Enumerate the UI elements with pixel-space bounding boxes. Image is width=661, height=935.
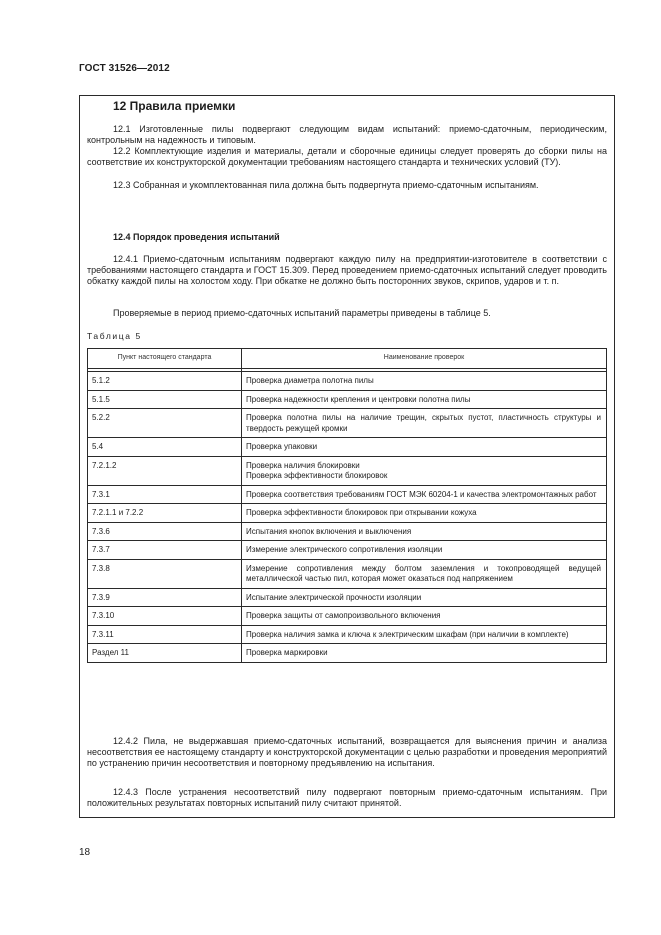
table-row <box>88 522 607 541</box>
clause-cell: 7.3.6 <box>88 522 242 541</box>
check-name-cell: Проверка наличия замка и ключа к электрическим шкафам (при наличии в комплекте) <box>242 625 607 644</box>
table-body <box>88 369 607 663</box>
table-header-row <box>88 349 607 369</box>
check-name-cell: Проверка наличия блокировки Проверка эффективности блокировок <box>242 456 607 485</box>
paragraph-12-1: 12.1 Изготовленные пилы подвергают следующим видам испытаний: приемо-сдаточным, периодическим, контрольным на надежность и типовым. <box>87 124 607 145</box>
table-row <box>88 559 607 588</box>
table-row <box>88 409 607 438</box>
clause-cell: 7.2.1.1 и 7.2.2 <box>88 504 242 523</box>
check-name-cell: Проверка маркировки <box>242 644 607 663</box>
table-row <box>88 485 607 504</box>
check-name-cell: Проверка надежности крепления и центровки полотна пилы <box>242 390 607 409</box>
check-name-cell: Измерение электрического сопротивления изоляции <box>242 541 607 560</box>
check-name-cell: Проверка диаметра полотна пилы <box>242 372 607 391</box>
check-name-cell: Испытания кнопок включения и выключения <box>242 522 607 541</box>
clause-cell: 5.1.5 <box>88 390 242 409</box>
check-name-cell: Проверка защиты от самопроизвольного включения <box>242 607 607 626</box>
check-name-cell: Испытание электрической прочности изоляции <box>242 588 607 607</box>
table-row <box>88 541 607 560</box>
check-name-cell: Проверка полотна пилы на наличие трещин, скрытых пустот, пластичность структуры и твердость режущей кромки <box>242 409 607 438</box>
page-number: 18 <box>79 847 91 858</box>
clause-cell: 7.3.11 <box>88 625 242 644</box>
paragraph-12-4-2: 12.4.2 Пила, не выдержавшая приемо-сдаточных испытаний, возвращается для выяснения причин и анализа несоответствия ее настоящему стандарту и конструкторской документации с целью разработки и проведения мероприятий по устранению причин несоответствия и повторному предъявлению на испытания. <box>87 736 607 768</box>
check-name-cell: Проверка эффективности блокировок при открывании кожуха <box>242 504 607 523</box>
clause-cell: 7.3.7 <box>88 541 242 560</box>
clause-cell: 7.3.1 <box>88 485 242 504</box>
table-row <box>88 456 607 485</box>
table-row <box>88 644 607 663</box>
clause-cell: 5.2.2 <box>88 409 242 438</box>
clause-cell: 7.3.8 <box>88 559 242 588</box>
section-title: 12 Правила приемки <box>113 99 236 113</box>
clause-cell: 7.2.1.2 <box>88 456 242 485</box>
checks-table <box>87 348 607 663</box>
table-row <box>88 390 607 409</box>
paragraph-12-4-3: 12.4.3 После устранения несоответствий пилу подвергают повторным приемо-сдаточным испытаниям. При положительных результатах повторных испытаний пилу считают принятой. <box>87 787 607 808</box>
check-name-cell: Проверка упаковки <box>242 438 607 457</box>
document-code: ГОСТ 31526—2012 <box>79 63 170 74</box>
clause-cell: 5.4 <box>88 438 242 457</box>
table-header-check-name: Наименование проверок <box>242 349 607 369</box>
paragraph-12-4-1: 12.4.1 Приемо-сдаточным испытаниям подвергают каждую пилу на предприятии-изготовителе в соответствии с требованиями настоящего стандарта и ГОСТ 15.309. Перед проведением приемо-сдаточных испытаний следует проводить обкатку каждой пилы на холостом ходу. При обкатке не должно быть посторонних звуков, скрипов, ударов и т. п. <box>87 254 607 286</box>
table-caption: Таблица 5 <box>87 331 142 341</box>
table-header-clause: Пункт настоящего стандарта <box>88 349 242 369</box>
clause-cell: 5.1.2 <box>88 372 242 391</box>
check-name-cell: Измерение сопротивления между болтом заземления и токопроводящей ведущей металлической частью пил, которая может оказаться под напряжением <box>242 559 607 588</box>
paragraph-table-reference: Проверяемые в период приемо-сдаточных испытаний параметры приведены в таблице 5. <box>113 308 491 318</box>
table-row <box>88 607 607 626</box>
clause-cell: 7.3.10 <box>88 607 242 626</box>
paragraph-12-3: 12.3 Собранная и укомплектованная пила должна быть подвергнута приемо-сдаточным испытаниям. <box>113 180 539 190</box>
paragraph-12-2: 12.2 Комплектующие изделия и материалы, детали и сборочные единицы следует проверять до сборки пилы на соответствие их конструкторской документации требованиям настоящего стандарта и технических условий (ТУ). <box>87 146 607 167</box>
table-row <box>88 438 607 457</box>
clause-cell: 7.3.9 <box>88 588 242 607</box>
table-row <box>88 372 607 391</box>
clause-cell: Раздел 11 <box>88 644 242 663</box>
subsection-title: 12.4 Порядок проведения испытаний <box>113 232 280 242</box>
table-row <box>88 588 607 607</box>
check-name-cell: Проверка соответствия требованиям ГОСТ МЭК 60204-1 и качества электромонтажных работ <box>242 485 607 504</box>
table-row <box>88 504 607 523</box>
table-row <box>88 625 607 644</box>
